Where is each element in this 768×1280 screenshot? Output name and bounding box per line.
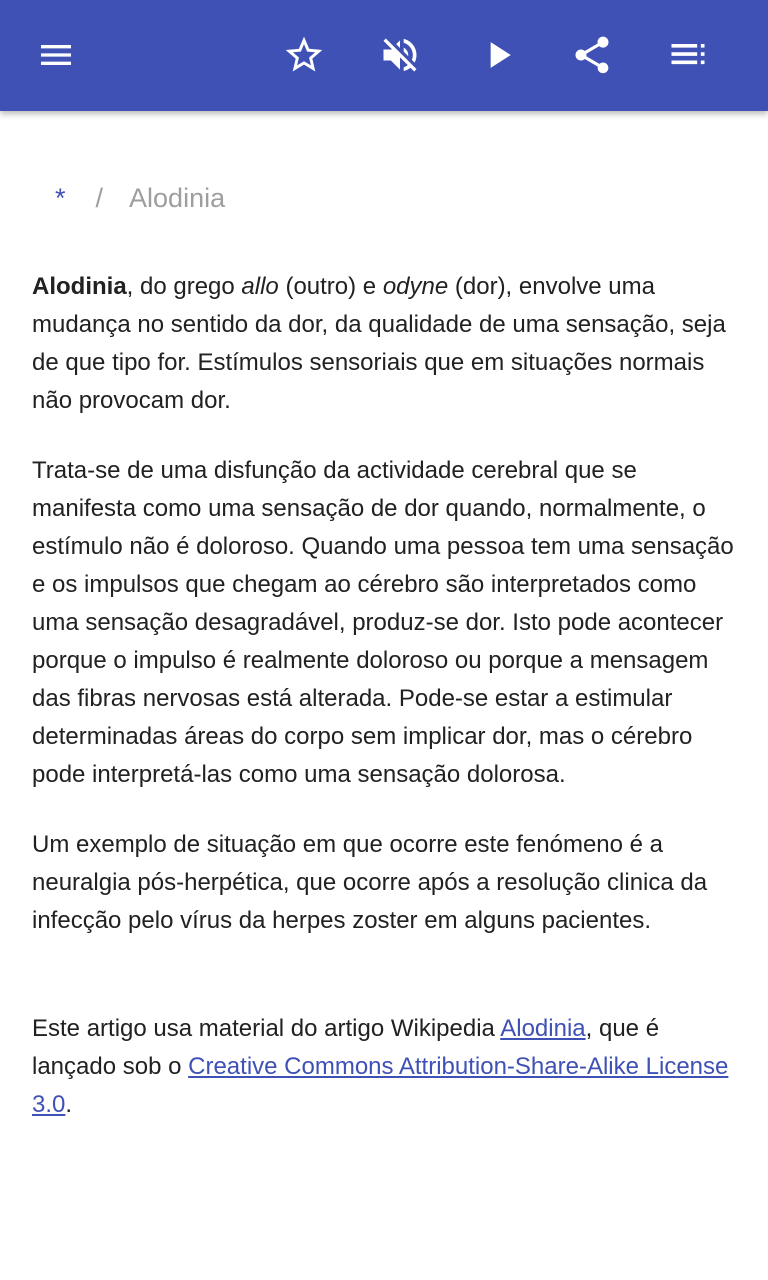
greek-term-odyne: odyne bbox=[382, 273, 449, 300]
article-content bbox=[32, 111, 742, 1124]
breadcrumb bbox=[55, 179, 742, 217]
text-span: Este artigo usa material do artigo Wikipedia bbox=[32, 1015, 501, 1042]
app-bar bbox=[0, 0, 768, 111]
article-term: Alodinia bbox=[32, 273, 127, 300]
article-paragraph-3: Um exemplo de situação em que ocorre este fenómeno é a neuralgia pós-herpética, que ocorre após a resolução clinica da infecção pelo vírus da herpes zoster em alguns pacientes. bbox=[32, 831, 708, 934]
text-span: , do grego bbox=[126, 273, 242, 300]
license-link[interactable]: Creative Commons Attribution-Share-Alike License 3.0 bbox=[32, 1053, 729, 1118]
article-paragraph-2: Trata-se de uma disfunção da actividade cerebral que se manifesta como uma sensação de dor quando, normalmente, o estímulo não é doloroso. Quando uma pessoa tem uma sensação e os impulsos que chegam ao cérebro são interpretados como uma sensação desagradável, produz-se dor. Isto pode acontecer porque o impulso é realmente doloroso ou porque a mensagem das fibras nervosas está alterada. Pode-se estar a estimular determinadas áreas do corpo sem implicar dor, mas o cérebro pode interpretá-las como uma sensação dolorosa. bbox=[32, 457, 734, 788]
text-span: , que é lançado sob o bbox=[32, 1015, 660, 1080]
wikipedia-article-link[interactable]: Alodinia bbox=[500, 1015, 586, 1042]
article-paragraph-intro bbox=[32, 268, 742, 420]
volume-off-icon[interactable] bbox=[368, 23, 432, 87]
menu-icon[interactable] bbox=[24, 23, 88, 87]
playlist-icon[interactable] bbox=[656, 23, 720, 87]
share-icon[interactable] bbox=[560, 23, 624, 87]
greek-term-allo: allo bbox=[241, 273, 279, 300]
text-span: (outro) e bbox=[278, 273, 383, 300]
star-outline-icon[interactable] bbox=[272, 23, 336, 87]
play-icon[interactable] bbox=[466, 23, 530, 87]
breadcrumb-separator: / bbox=[95, 183, 104, 213]
text-span: . bbox=[65, 1091, 73, 1118]
breadcrumb-current: Alodinia bbox=[129, 183, 226, 213]
breadcrumb-home-link[interactable]: * bbox=[55, 183, 66, 213]
text-span: (dor), envolve uma mudança no sentido da dor, da qualidade de uma sensação, seja de que tipo for. Estímulos sensoriais que em situações normais não provocam dor. bbox=[32, 273, 726, 414]
license-notice bbox=[32, 1010, 742, 1124]
